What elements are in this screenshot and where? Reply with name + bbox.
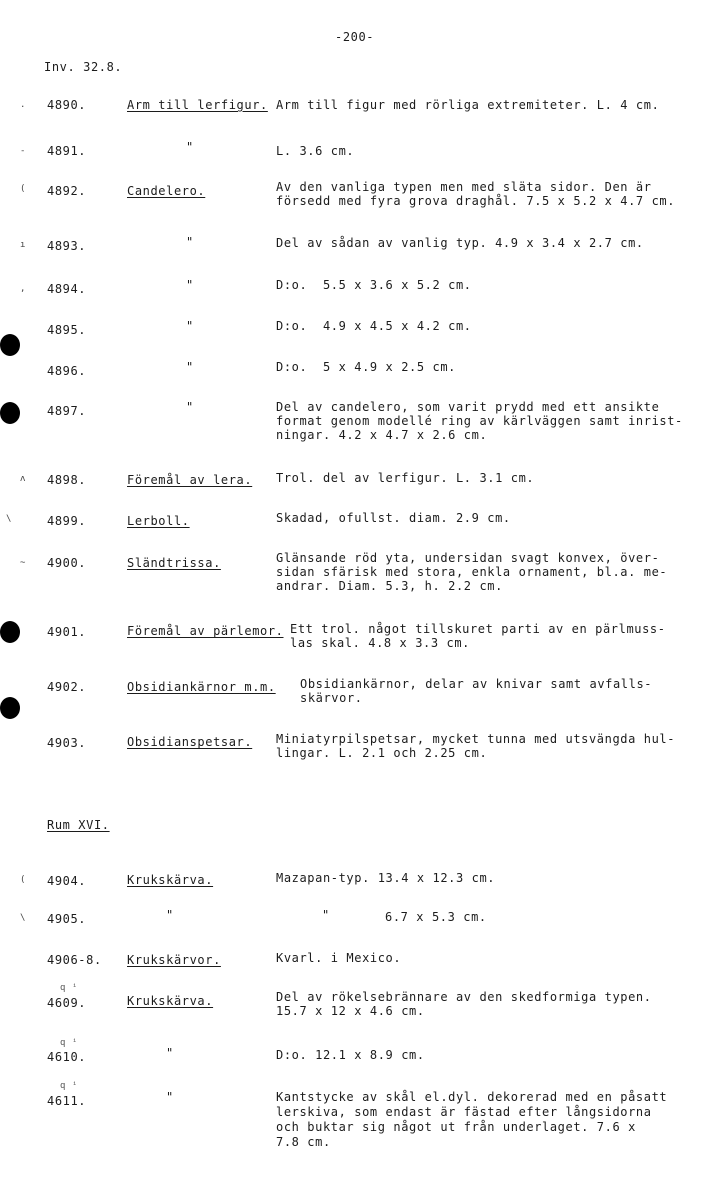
pencil-mark: q ⁱ (60, 983, 79, 993)
pencil-mark: q ⁱ (60, 1081, 79, 1091)
ditto-mark: " (186, 140, 194, 154)
entry-number: 4897. (47, 404, 87, 418)
entry-description: D:o. 4.9 x 4.5 x 4.2 cm. (276, 319, 472, 333)
ditto-mark: " (186, 319, 194, 333)
room-heading: Rum XVI. (47, 818, 110, 832)
margin-tick: , (20, 284, 27, 294)
entry-description: Kantstycke av skål el.dyl. dekorerad med en påsatt lerskiva, som endast är fästad efter långsidorna och buktar sig något ut från underlaget. 7.6 x 7.8 cm. (276, 1090, 668, 1149)
ditto-mark: " (166, 1046, 174, 1060)
entry-number: 4902. (47, 680, 87, 694)
entry-description: D:o. 5 x 4.9 x 2.5 cm. (276, 360, 456, 374)
entry-category: Föremål av lera. (127, 473, 253, 487)
margin-tick: \ (20, 913, 27, 923)
margin-tick: ~ (20, 558, 27, 568)
entry-category: Sländtrissa. (127, 556, 221, 570)
entry-description: L. 3.6 cm. (276, 144, 355, 158)
entry-number: 4905. (47, 912, 87, 926)
entry-category: Krukskärvor. (127, 953, 221, 967)
entry-description: Miniatyrpilspetsar, mycket tunna med utsvängda hul- lingar. L. 2.1 och 2.25 cm. (276, 732, 676, 760)
entry-category: Krukskärva. (127, 994, 214, 1008)
entry-description: Arm till figur med rörliga extremiteter. L. 4 cm. (276, 98, 660, 112)
entry-number: 4896. (47, 364, 87, 378)
entry-description: D:o. 12.1 x 8.9 cm. (276, 1048, 425, 1062)
entry-number: 4903. (47, 736, 87, 750)
entry-description: 6.7 x 5.3 cm. (385, 910, 487, 924)
ditto-mark: " (186, 235, 194, 249)
entry-number: 4609. (47, 996, 87, 1010)
margin-tick: ı (20, 240, 27, 250)
entry-description: Obsidiankärnor, delar av knivar samt avfalls- skärvor. (300, 677, 653, 705)
punch-hole (0, 402, 20, 424)
margin-tick: \ (6, 514, 13, 524)
entry-number: 4610. (47, 1050, 87, 1064)
entry-number: 4894. (47, 282, 87, 296)
entry-number: 4900. (47, 556, 87, 570)
entry-number: 4899. (47, 514, 87, 528)
margin-tick: ʌ (20, 474, 27, 484)
entry-description: Mazapan-typ. 13.4 x 12.3 cm. (276, 871, 496, 885)
ditto-mark: " (186, 278, 194, 292)
entry-number: 4890. (47, 98, 87, 112)
entry-number: 4895. (47, 323, 87, 337)
entry-category: Arm till lerfigur. (127, 98, 268, 112)
punch-hole (0, 334, 20, 356)
entry-number: 4892. (47, 184, 87, 198)
margin-tick: ( (20, 875, 27, 885)
ditto-mark: " (186, 360, 194, 374)
inventory-heading: Inv. 32.8. (44, 60, 123, 74)
entry-description: D:o. 5.5 x 3.6 x 5.2 cm. (276, 278, 472, 292)
entry-number: 4904. (47, 874, 87, 888)
punch-hole (0, 621, 20, 643)
entry-description: Del av candelero, som varit prydd med ett ansikte format genom modellé ring av kärlväggen samt inrist- ningar. 4.2 x 4.7 x 2.6 cm. (276, 400, 683, 442)
ditto-mark: " (186, 400, 194, 414)
entry-number: 4893. (47, 239, 87, 253)
entry-description: Del av sådan av vanlig typ. 4.9 x 3.4 x 2.7 cm. (276, 236, 644, 250)
entry-number: 4891. (47, 144, 87, 158)
entry-category: Candelero. (127, 184, 206, 198)
margin-tick: ( (20, 184, 27, 194)
entry-number: 4901. (47, 625, 87, 639)
entry-description: Glänsande röd yta, undersidan svagt konvex, över- sidan sfärisk med stora, enkla ornament, bl.a. me- andrar. Diam. 5.3, h. 2.2 cm. (276, 551, 668, 593)
entry-description: Skadad, ofullst. diam. 2.9 cm. (276, 511, 511, 525)
entry-category: Obsidianspetsar. (127, 735, 253, 749)
entry-category: Föremål av pärlemor. (127, 624, 284, 638)
entry-number: 4906-8. (47, 953, 102, 967)
entry-category: Obsidiankärnor m.m. (127, 680, 276, 694)
entry-category: Krukskärva. (127, 873, 214, 887)
entry-description: Kvarl. i Mexico. (276, 951, 402, 965)
margin-tick: - (20, 146, 27, 156)
pencil-mark: q ⁱ (60, 1038, 79, 1048)
entry-description: Del av rökelsebrännare av den skedformiga typen. 15.7 x 12 x 4.6 cm. (276, 990, 652, 1018)
margin-tick: . (20, 100, 27, 110)
ditto-mark: " (322, 908, 330, 922)
entry-number: 4611. (47, 1094, 87, 1108)
entry-description: Av den vanliga typen men med släta sidor. Den är försedd med fyra grova draghål. 7.5 x 5.2 x 4.7 cm. (276, 180, 676, 208)
entry-number: 4898. (47, 473, 87, 487)
entry-description: Trol. del av lerfigur. L. 3.1 cm. (276, 471, 535, 485)
entry-description: Ett trol. något tillskuret parti av en pärlmuss- las skal. 4.8 x 3.3 cm. (290, 622, 666, 650)
entry-category: Lerboll. (127, 514, 190, 528)
ditto-mark: " (166, 1090, 174, 1104)
punch-hole (0, 697, 20, 719)
ditto-mark: " (166, 908, 174, 922)
page-number: -200- (335, 30, 375, 44)
